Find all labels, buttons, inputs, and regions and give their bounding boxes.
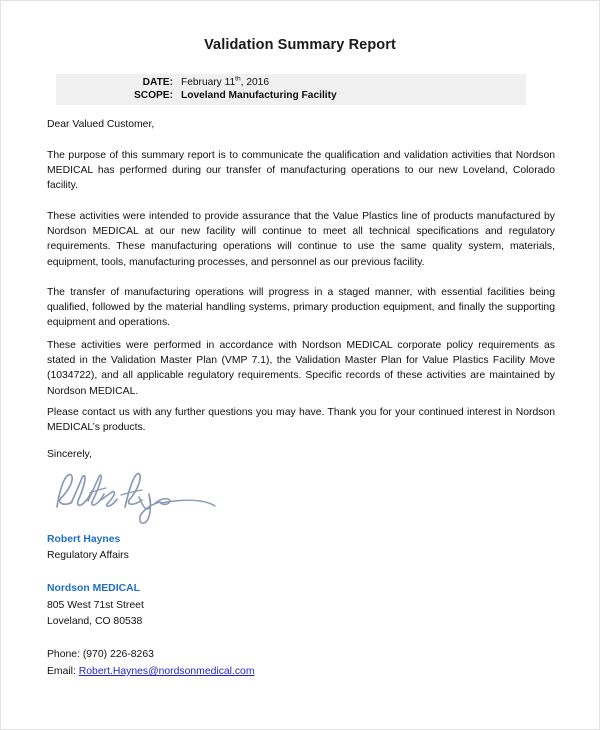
scope-value: Loveland Manufacturing Facility: [181, 90, 337, 101]
body-paragraph-5: Please contact us with any further questions you may have. Thank you for your continued interest in Nordson MEDICAL’s products.: [47, 407, 555, 434]
page-title: Validation Summary Report: [204, 37, 396, 53]
body-paragraph-3: The transfer of manufacturing operations will progress in a staged manner, with essential facilities being qualified, followed by the material handling systems, primary production equipment, and finally the supporting equipment and operations.: [47, 287, 555, 329]
date-value-year: , 2016: [240, 77, 269, 88]
company-city-state-zip: Loveland, CO 80538: [47, 616, 143, 627]
date-value: [181, 77, 269, 88]
meta-row-scope: [56, 90, 526, 105]
signer-name: Robert Haynes: [47, 534, 121, 545]
meta-band: [56, 74, 526, 105]
company-name: Nordson MEDICAL: [47, 583, 140, 594]
salutation: Dear Valued Customer,: [47, 119, 155, 130]
body-paragraph-4: These activities were performed in accordance with Nordson MEDICAL corporate policy requirements as stated in the Validation Master Plan (VMP 7.1), the Validation Master Plan for Value Plastics Facility Move (1034722), and all applicable regulatory requirements. Specific records of these activities are maintained by Nordson MEDICAL.: [47, 340, 555, 397]
contact-email-row: [47, 666, 255, 677]
scope-label: SCOPE:: [133, 90, 173, 101]
contact-phone: Phone: (970) 226-8263: [47, 649, 154, 660]
body-paragraph-1: The purpose of this summary report is to communicate the qualification and validation activities that Nordson MEDICAL has performed during our transfer of manufacturing operations to our new Loveland, Colorado facility.: [47, 150, 555, 192]
closing-salutation: Sincerely,: [47, 449, 92, 460]
date-value-ordinal: th: [235, 75, 241, 83]
signature-icon: [49, 467, 229, 529]
company-street-address: 805 West 71st Street: [47, 600, 144, 611]
body-paragraph-2: These activities were intended to provide assurance that the Value Plastics line of products manufactured by Nordson MEDICAL at our new facility will continue to meet all technical specifications and regulatory requirements. These manufacturing operations will continue to use the same quality system, materials, equipment, tools, manufacturing processes, and personnel as our previous facility.: [47, 211, 555, 268]
signature-image: [49, 467, 229, 529]
contact-email-label: Email:: [47, 666, 79, 677]
signer-role: Regulatory Affairs: [47, 550, 129, 561]
date-label: DATE:: [142, 77, 173, 88]
contact-email-link[interactable]: Robert.Haynes@nordsonmedical.com: [78, 666, 255, 677]
date-value-main: February 11: [181, 77, 236, 88]
